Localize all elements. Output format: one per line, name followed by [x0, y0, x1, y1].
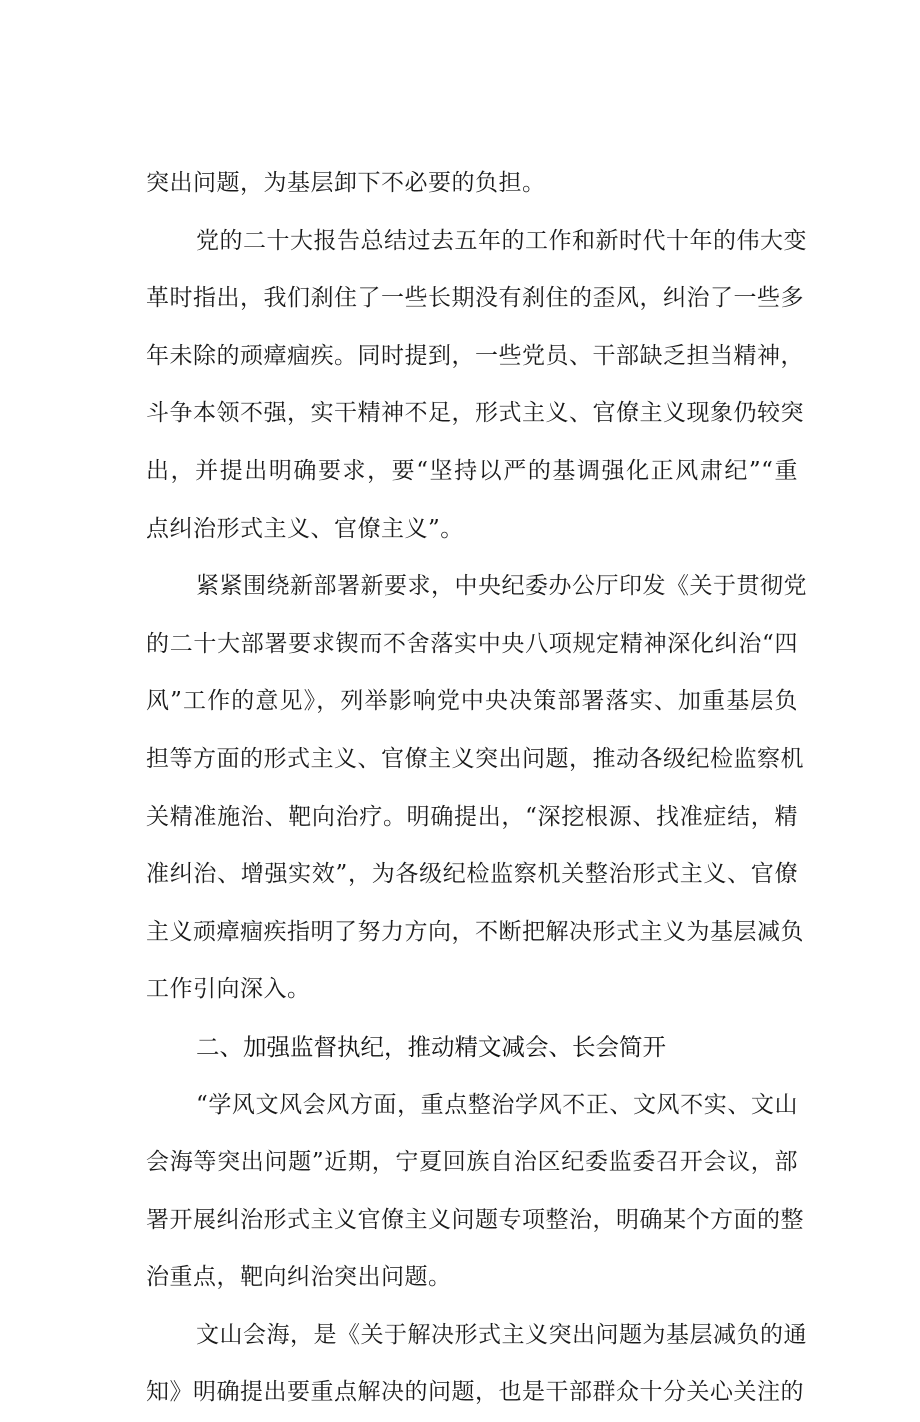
text-line: 风”工作的意见》，列举影响党中央决策部署落实、加重基层负	[146, 688, 798, 715]
text-line: 斗争本领不强，实干精神不足，形式主义、官僚主义现象仍较突	[146, 400, 804, 427]
text-line: 文山会海，是《关于解决形式主义突出问题为基层减负的通	[196, 1321, 807, 1348]
text-line: 革时指出，我们刹住了一些长期没有刹住的歪风，纠治了一些多	[146, 285, 804, 312]
text-line: 工作引向深入。	[146, 976, 311, 1003]
paragraph	[146, 155, 798, 213]
text-line: 准纠治、增强实效”，为各级纪检监察机关整治形式主义、官僚	[146, 861, 798, 888]
text-line: 出，并提出明确要求，要“坚持以严的基调强化正风肃纪”“重	[146, 457, 798, 484]
text-line: 年未除的顽瘴痼疾。同时提到，一些党员、干部缺乏担当精神，	[146, 342, 804, 369]
text-line: 关精准施治、靶向治疗。明确提出，“深挖根源、找准症结，精	[146, 803, 798, 830]
text-line: 突出问题，为基层卸下不必要的负担。	[146, 170, 546, 196]
text-line: “学风文风会风方面，重点整治学风不正、文风不实、文山	[196, 1091, 798, 1118]
paragraph	[146, 558, 807, 1019]
text-line: 的二十大部署要求锲而不舍落实中央八项规定精神深化纠治“四	[146, 630, 798, 657]
text-line: 担等方面的形式主义、官僚主义突出问题，推动各级纪检监察机	[146, 745, 804, 772]
section-heading: 二、加强监督执纪，推动精文减会、长会简开	[196, 1032, 666, 1061]
paragraph	[146, 213, 807, 559]
text-line: 点纠治形式主义、官僚主义”。	[146, 515, 464, 542]
paragraph	[146, 1307, 807, 1422]
paragraph	[146, 1077, 804, 1307]
text-line: 治重点，靶向纠治突出问题。	[146, 1264, 452, 1291]
text-line: 会海等突出问题”近期，宁夏回族自治区纪委监委召开会议，部	[146, 1149, 798, 1176]
text-line: 党的二十大报告总结过去五年的工作和新时代十年的伟大变	[196, 227, 807, 254]
text-line: 主义顽瘴痼疾指明了努力方向，不断把解决形式主义为基层减负	[146, 918, 804, 945]
document-page	[146, 155, 807, 1422]
text-line: 紧紧围绕新部署新要求，中央纪委办公厅印发《关于贯彻党	[196, 573, 807, 600]
text-line: 知》明确提出要重点解决的问题，也是干部群众十分关心关注的	[146, 1379, 804, 1406]
text-line: 署开展纠治形式主义官僚主义问题专项整治，明确某个方面的整	[146, 1206, 804, 1233]
